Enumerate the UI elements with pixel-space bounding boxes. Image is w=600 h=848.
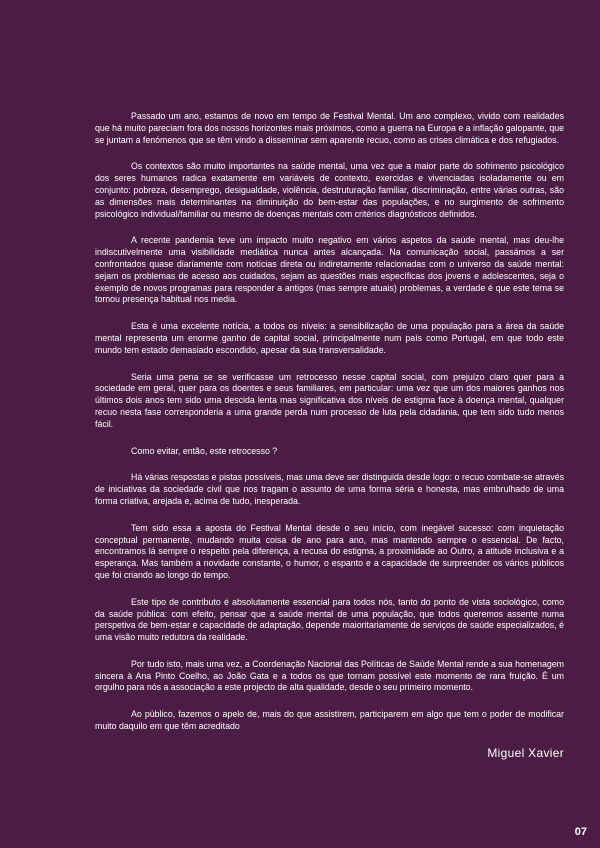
paragraph-2: Os contextos são muito importantes na saúde mental, uma vez que a maior parte do sofrimento psicológico dos seres humanos radica exatamente em variáveis de contexto, exercidas e vivenciadas isoladamente ou em conjunto: pobreza, desemprego, desigualdade, violência, destruturação familiar, discriminação, entre várias outras, são as dimensões mais determinantes na diminuição do bem-estar das populações, e no surgimento de sofrimento psicológico individual/familiar ou mesmo de doenças mentais com critérios diagnósticos definidos. xyxy=(95,161,564,219)
paragraph-6: Como evitar, então, este retrocesso ? xyxy=(131,445,278,456)
paragraph-8: Tem sido essa a aposta do Festival Mental desde o seu início, com inegável sucesso: com inquietação conceptual permanente, mudando muita coisa de ano para ano, mas mantendo sempre o essencial. De facto, encontramos lá sempre o respeito pela diferença, a recusa do estigma, a proximidade ao Outro, a atitude inclusiva e a esperança. Mas também a novidade constante, o humor, o espanto e a capacidade de surpreender os vários públicos que foi criando ao longo do tempo. xyxy=(95,522,564,580)
paragraph-9: Este tipo de contributo é absolutamente essencial para todos nós, tanto do ponto de vista sociológico, como da saúde pública: com efeito, pensar que a saúde mental de uma população, que todos queremos assente numa perspetiva de bem-estar e capacidade de adaptação, depende maioritariamente de serviços de saúde especializados, é uma visão muito redutora da realidade. xyxy=(95,596,564,643)
paragraph-3: A recente pandemia teve um impacto muito negativo em vários aspetos da saúde mental, mas deu-lhe indiscutivelmente uma visibilidade mediática nunca antes alcançada. Na comunicação social, passámos a ser confrontados quase diariamente com notícias direta ou indiretamente relacionadas com o universo da saúde mental: sejam os problemas de acesso aos cuidados, sejam as questões mais específicas dos jovens e adolescentes, seja o exemplo de novos programas para responder a antigos (mas sempre atuais) problemas, a verdade é que este tema se tornou presença habitual nos media. xyxy=(95,235,564,305)
paragraph-4: Esta é uma excelente notícia, a todos os níveis: a sensibilização de uma população para a área da saúde mental representa um enorme ganho de capital social, principalmente num país como Portugal, em que todo este mundo tem estado demasiado escondido, apesar da sua transversalidade. xyxy=(95,321,564,355)
article-body xyxy=(95,111,564,748)
paragraph-11: Ao público, fazemos o apelo de, mais do que assistirem, participarem em algo que tem o poder de modificar muito daquilo em que têm acreditado xyxy=(95,709,564,732)
paragraph-5: Seria uma pena se se verificasse um retrocesso nesse capital social, com prejuízo claro quer para a sociedade em geral, quer para os doentes e seus familiares, em particular: uma vez que um dos maiores ganhos nos últimos dois anos tem sido uma descida lenta mas significativa dos níveis de estigma face à doença mental, qualquer recuo nesta fase corresponderia a uma grande perda num processo de luta pela cidadania, que tem sido tudo menos fácil. xyxy=(95,371,564,429)
paragraph-1: Passado um ano, estamos de novo em tempo de Festival Mental. Um ano complexo, vivido com realidades que há muito pareciam fora dos nossos horizontes mais próximos, como a guerra na Europa e a inflação galopante, que se juntam a fenómenos que se têm vindo a disseminar sem aparente recuo, como as crises climática e dos refugiados. xyxy=(95,111,564,145)
paragraph-10: Por tudo isto, mais uma vez, a Coordenação Nacional das Políticas de Saúde Mental rende a sua homenagem sincera à Ana Pinto Coelho, ao João Gata e a todos os que tornam possível este momento de rara fruição. É um orgulho para nós a associação a este projecto de alta qualidade, desde o seu primeiro momento. xyxy=(95,658,564,693)
page-number: 07 xyxy=(574,826,587,838)
author-signature: Miguel Xavier xyxy=(487,746,564,760)
paragraph-7: Há várias respostas e pistas possíveis, mas uma deve ser distinguida desde logo: o recuo combate-se através de iniciativas da sociedade civil que nos tragam o assunto de uma forma séria e honesta, mas embrulhado de uma forma criativa, arejada e, acima de tudo, inesperada. xyxy=(95,472,564,506)
